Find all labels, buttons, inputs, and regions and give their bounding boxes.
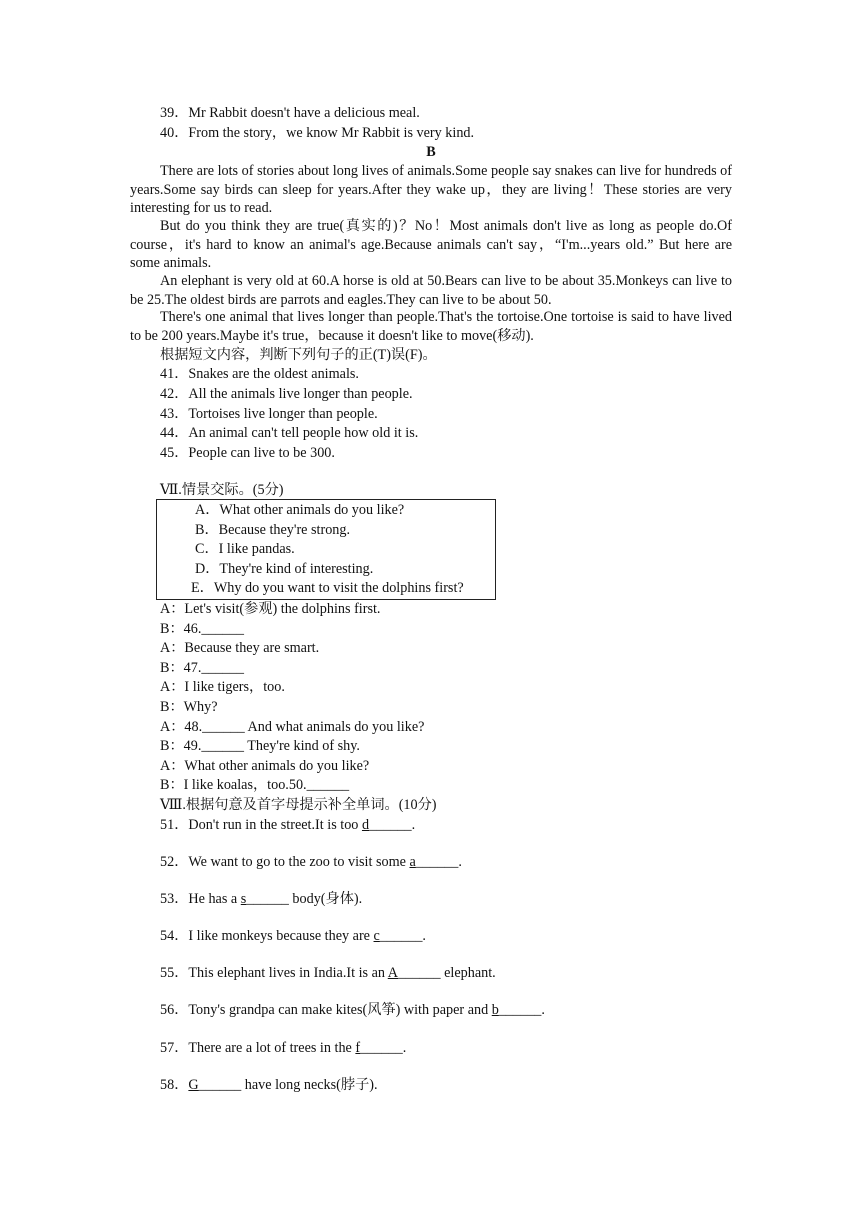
dialogue-line: B：I like koalas，too.50.______: [160, 777, 350, 793]
options-box: [156, 499, 496, 600]
question-56: 56．Tony's grandpa can make kites(风筝) with paper and b______.: [160, 1002, 545, 1018]
question-41: 41．Snakes are the oldest animals.: [160, 366, 359, 382]
dialogue-line: B：Why?: [160, 699, 218, 715]
question-42: 42．All the animals live longer than people.: [160, 386, 413, 402]
question-40: 40．From the story，we know Mr Rabbit is very kind.: [160, 125, 475, 141]
section-8-title: Ⅷ.根据句意及首字母提示补全单词。(10分): [160, 797, 437, 813]
option-a: A．What other animals do you like?: [195, 502, 405, 518]
question-39: 39．Mr Rabbit doesn't have a delicious meal.: [160, 105, 420, 121]
question-52: 52．We want to go to the zoo to visit some a______.: [160, 854, 462, 870]
question-51: 51．Don't run in the street.It is too d______.: [160, 817, 416, 833]
question-43: 43．Tortoises live longer than people.: [160, 406, 378, 422]
passage-paragraph-3: An elephant is very old at 60.A horse is old at 50.Bears can live to be about 35.Monkeys can live to be 25.The oldest birds are parrots and eagles.They can live to be about 50.: [130, 273, 732, 308]
question-57: 57．There are a lot of trees in the f______.: [160, 1040, 407, 1056]
question-54: 54．I like monkeys because they are c______.: [160, 928, 426, 944]
dialogue-line: B：47.______: [160, 660, 244, 676]
passage-paragraph-1: There are lots of stories about long lives of animals.Some people say snakes can live for hundreds of years.Some say birds can sleep for years.After they wake up，they are living！These stories are very interesting for us to read.: [130, 163, 732, 216]
dialogue-line: B：46.______: [160, 621, 244, 637]
option-c: C．I like pandas.: [195, 541, 295, 557]
option-d: D．They're kind of interesting.: [195, 561, 374, 577]
question-58: 58．G______ have long necks(脖子).: [160, 1077, 378, 1093]
option-b: B．Because they're strong.: [195, 522, 351, 538]
dialogue-line: A：What other animals do you like?: [160, 758, 370, 774]
question-53: 53．He has a s______ body(身体).: [160, 891, 363, 907]
option-e: E．Why do you want to visit the dolphins first?: [191, 580, 464, 596]
dialogue-line: A：I like tigers，too.: [160, 679, 285, 695]
section-7-title: Ⅶ.情景交际。(5分): [160, 482, 284, 498]
passage-paragraph-4: There's one animal that lives longer than people.That's the tortoise.One tortoise is said to have lived to be 200 years.Maybe it's true，because it doesn't like to move(移动).: [130, 309, 732, 344]
tf-instruction: 根据短文内容，判断下列句子的正(T)误(F)。: [160, 347, 437, 363]
question-44: 44．An animal can't tell people how old it is.: [160, 425, 419, 441]
dialogue-line: A：48.______ And what animals do you like?: [160, 719, 425, 735]
question-45: 45．People can live to be 300.: [160, 445, 335, 461]
dialogue-line: A：Because they are smart.: [160, 640, 320, 656]
passage-paragraph-2: But do you think they are true(真实的)？No！Most animals don't live as long as people do.Of course，it's hard to know an animal's age.Because animals can't say，“I'm...years old.” But here are some animals.: [130, 218, 732, 271]
dialogue-line: B：49.______ They're kind of shy.: [160, 738, 360, 754]
question-55: 55．This elephant lives in India.It is an A______ elephant.: [160, 965, 496, 981]
part-b-title: B: [426, 144, 436, 160]
dialogue-line: A：Let's visit(参观) the dolphins first.: [160, 601, 381, 617]
